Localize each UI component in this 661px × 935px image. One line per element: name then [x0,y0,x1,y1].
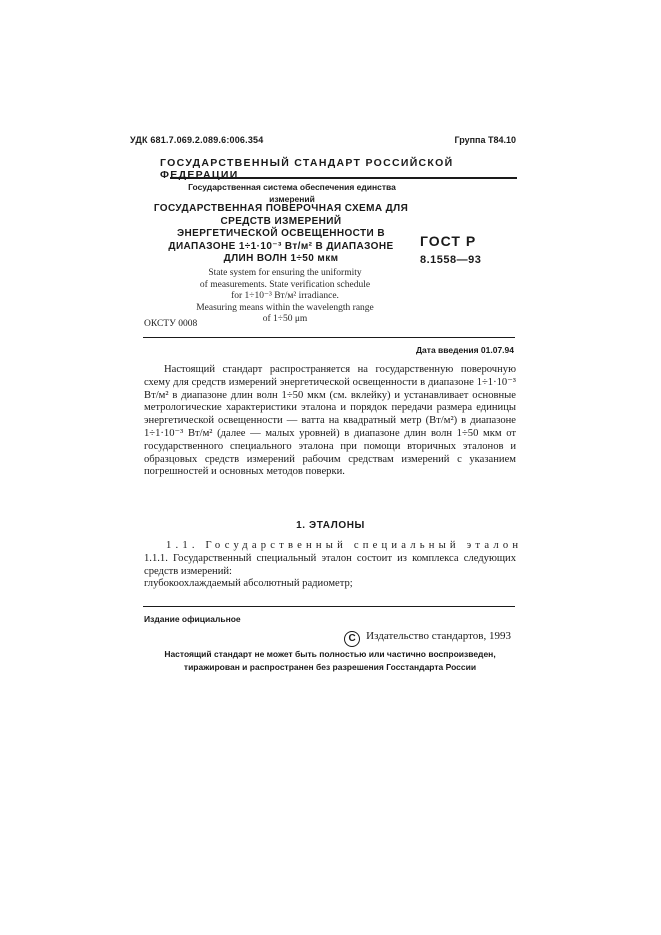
english-title-line: of measurements. State verification schedule [199,279,371,290]
group-code: Группа Т84.10 [454,135,516,145]
title-line: СРЕДСТВ ИЗМЕРЕНИЙ [220,215,342,227]
bottom-divider [143,606,515,607]
system-title [172,181,412,205]
standard-title: ГОСУДАРСТВЕННЫЙ СТАНДАРТ РОССИЙСКОЙ ФЕДЕРАЦИИ [160,157,454,181]
okstu-code: ОКСТУ 0008 [144,319,198,329]
title-line: ДИАПАЗОНЕ 1÷1·10⁻³ Вт/м² В ДИАПАЗОНЕ [168,240,394,252]
intro-text: Настоящий стандарт распространяется на государственную поверочную схему для средств измерений энергетической освещенности в диапазоне 1÷1·10⁻³ Вт/м² в диапазоне длин волн 1÷50 мкм (см. вклейку) и устанавливает основные метрологические характеристики эталона и порядок передачи размера единицы энергетической освещенности — ватта на квадратный метр (Вт/м²) в диапазоне 1÷1·10⁻³ Вт/м² (далее — малых уровней) в диапазоне длин волн 1÷50 мкм от государственного специального эталона при помощи вторичных эталонов и образцовых средств измерений рабочим средствам измерений с указанием погрешностей и основных методов поверки. [144,364,516,478]
system-title-line: измерений [269,194,315,204]
title-line: ЭНЕРГЕТИЧЕСКОЙ ОСВЕЩЕННОСТИ В [177,228,385,239]
paragraph-1-1-1 [144,553,516,579]
subsection-heading: 1.1. Государственный специальный эталон [166,540,523,551]
middle-divider [143,337,515,338]
section-heading [0,520,661,531]
title-line: ДЛИН ВОЛН 1÷50 мкм [223,253,339,264]
official-edition-label: Издание официальное [144,614,241,624]
udk-code: УДК 681.7.069.2.089.6:006.354 [130,135,264,145]
english-title-line: for 1÷10⁻³ Вт/м² irradiance. [231,291,339,301]
introduction-date: Дата введения 01.07.94 [416,345,514,355]
document-title [148,203,414,266]
copyright-line [344,630,511,647]
english-title-line: Measuring means within the wavelength range [196,302,374,313]
section-heading-text: 1. ЭТАЛОНЫ [296,520,365,531]
intro-paragraph [144,364,516,479]
system-title-line: Государственная система обеспечения единства [188,182,396,192]
gost-label: ГОСТ Р [420,233,477,249]
reproduction-notice: Настоящий стандарт не может быть полностью или частично воспроизведен, тиражирован и распространен без разрешения Госстандарта России [164,649,496,672]
english-title-line: State system for ensuring the uniformity [208,268,362,278]
paragraph-1-1-1-text: 1.1.1. Государственный специальный эталон состоит из комплекса следующих средств измерений: [144,553,516,577]
english-title-line: of 1÷50 μm [262,314,308,324]
gost-number: 8.1558—93 [420,254,482,266]
title-line: ГОСУДАРСТВЕННАЯ ПОВЕРОЧНАЯ СХЕМА ДЛЯ [153,203,409,214]
list-item: глубокоохлаждаемый абсолютный радиометр; [144,578,353,589]
copyright-text: Издательство стандартов, 1993 [366,630,511,642]
top-divider [170,177,517,179]
english-title [150,268,420,326]
copyright-icon: C [344,631,360,647]
